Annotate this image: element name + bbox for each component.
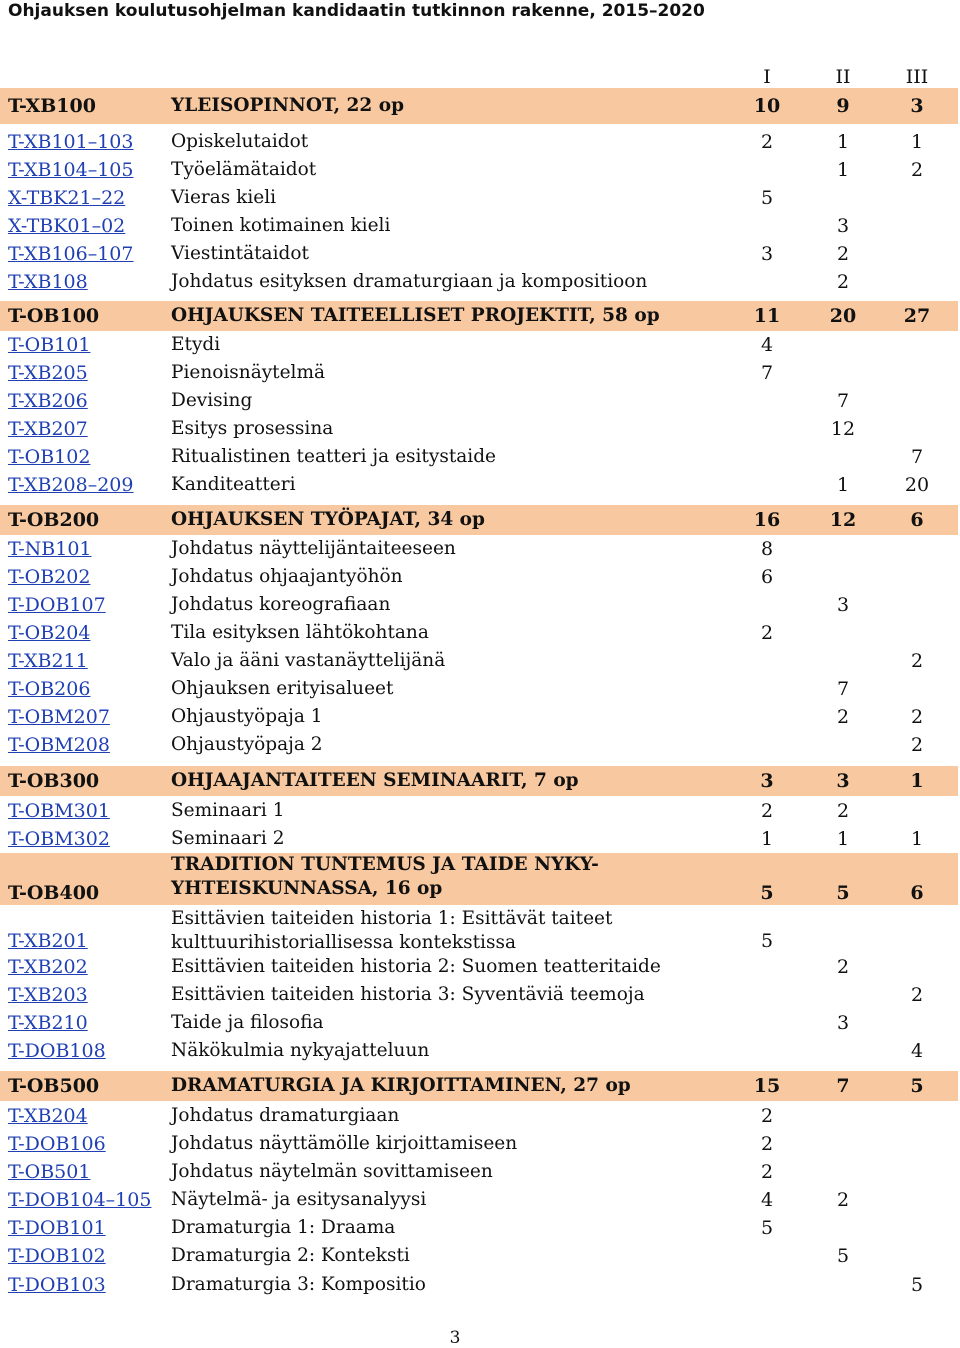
category-name: OHJAUKSEN TAITEELLISET PROJEKTIT, 58 op	[171, 305, 660, 326]
credits-year-3: 2	[910, 159, 924, 181]
credits-year-1: 5	[760, 187, 774, 209]
credits-year-1: 2	[760, 1133, 774, 1155]
credits-year-1: 6	[760, 566, 774, 588]
course-name: Esittävien taiteiden historia 3: Syventäviä teemoja	[171, 984, 645, 1005]
course-code-link[interactable]: T-XB106–107	[8, 243, 134, 265]
credits-year-1: 16	[753, 509, 781, 531]
course-name: Ritualistinen teatteri ja esitystaide	[171, 446, 496, 467]
category-row	[0, 766, 958, 796]
course-code-link[interactable]: T-DOB106	[8, 1133, 106, 1155]
credits-year-3: 1	[910, 131, 924, 153]
credits-year-1: 15	[753, 1075, 781, 1097]
course-name: Johdatus näytelmän sovittamiseen	[171, 1161, 493, 1182]
course-code-link[interactable]: T-XB201	[8, 930, 88, 952]
course-row	[0, 184, 958, 212]
page-title: Ohjauksen koulutusohjelman kandidaatin tutkinnon rakenne, 2015–2020	[8, 1, 705, 21]
credits-year-1: 4	[760, 1189, 774, 1211]
course-row	[0, 797, 958, 825]
course-row	[0, 471, 958, 499]
category-code: T-XB100	[8, 95, 96, 117]
course-row	[0, 703, 958, 731]
course-row	[0, 1009, 958, 1037]
course-name: Esitys prosessina	[171, 418, 334, 439]
course-code-link[interactable]: T-OB101	[8, 334, 91, 356]
credits-year-2: 2	[836, 1189, 850, 1211]
course-code-link[interactable]: X-TBK21–22	[8, 187, 126, 209]
category-code: T-OB500	[8, 1075, 100, 1097]
course-name: Seminaari 2	[171, 828, 285, 849]
course-code-link[interactable]: T-XB202	[8, 956, 88, 978]
course-code-link[interactable]: T-XB210	[8, 1012, 88, 1034]
course-name: Pienoisnäytelmä	[171, 362, 326, 383]
course-row	[0, 563, 958, 591]
credits-year-3: 2	[910, 734, 924, 756]
credits-year-1: 1	[760, 828, 774, 850]
course-name: Dramaturgia 1: Draama	[171, 1217, 396, 1238]
course-code-link[interactable]: T-XB208–209	[8, 474, 134, 496]
category-code: T-OB200	[8, 509, 100, 531]
course-row	[0, 1214, 958, 1242]
credits-year-2: 12	[829, 509, 857, 531]
course-row	[0, 1037, 958, 1065]
category-name: YLEISOPINNOT, 22 op	[171, 95, 405, 116]
page-number: 3	[449, 1328, 461, 1348]
course-code-link[interactable]: T-OBM302	[8, 828, 110, 850]
course-code-link[interactable]: T-DOB108	[8, 1040, 106, 1062]
course-name: Johdatus näyttelijäntaiteeseen	[171, 538, 456, 559]
credits-year-3: 27	[903, 305, 931, 327]
course-code-link[interactable]: T-DOB103	[8, 1274, 106, 1296]
course-row	[0, 675, 958, 703]
column-header-year-3: III	[905, 66, 929, 88]
course-code-link[interactable]: T-XB101–103	[8, 131, 134, 153]
column-header-year-2: II	[835, 66, 851, 88]
course-row	[0, 1186, 958, 1214]
course-name: Opiskelutaidot	[171, 131, 309, 152]
course-name: Näkökulmia nykyajatteluun	[171, 1040, 430, 1061]
course-code-link[interactable]: T-OB204	[8, 622, 91, 644]
category-name: OHJAAJANTAITEEN SEMINAARIT, 7 op	[171, 770, 579, 791]
credits-year-2: 1	[836, 159, 850, 181]
credits-year-2: 9	[836, 95, 850, 117]
course-row	[0, 953, 958, 981]
credits-year-2: 7	[836, 1075, 850, 1097]
course-code-link[interactable]: T-DOB101	[8, 1217, 106, 1239]
credits-year-2: 3	[836, 215, 850, 237]
credits-year-1: 5	[760, 1217, 774, 1239]
course-row	[0, 128, 958, 156]
course-name: Kanditeatteri	[171, 474, 296, 495]
course-name: Esittävien taiteiden historia 2: Suomen teatteritaide	[171, 956, 661, 977]
credits-year-2: 3	[836, 770, 850, 792]
credits-year-3: 5	[910, 1274, 924, 1296]
course-row	[0, 1242, 958, 1270]
course-name: Seminaari 1	[171, 800, 285, 821]
course-name: Näytelmä- ja esitysanalyysi	[171, 1189, 427, 1210]
course-name: Johdatus dramaturgiaan	[171, 1105, 400, 1126]
credits-year-2: 2	[836, 243, 850, 265]
course-row	[0, 907, 958, 953]
credits-year-1: 2	[760, 800, 774, 822]
credits-year-1: 2	[760, 1161, 774, 1183]
course-row	[0, 156, 958, 184]
course-row	[0, 387, 958, 415]
course-name: Johdatus ohjaajantyöhön	[171, 566, 403, 587]
course-row	[0, 415, 958, 443]
course-code-link[interactable]: T-XB104–105	[8, 159, 134, 181]
course-row	[0, 619, 958, 647]
credits-year-3: 1	[910, 770, 924, 792]
credits-year-2: 7	[836, 678, 850, 700]
credits-year-3: 6	[910, 509, 924, 531]
credits-year-1: 5	[760, 930, 774, 952]
course-name: Dramaturgia 3: Kompositio	[171, 1274, 426, 1295]
course-code-link[interactable]: T-OB206	[8, 678, 91, 700]
category-row	[0, 853, 958, 905]
credits-year-1: 2	[760, 131, 774, 153]
course-row	[0, 591, 958, 619]
course-row	[0, 443, 958, 471]
course-name: Ohjaustyöpaja 1	[171, 706, 323, 727]
course-row	[0, 647, 958, 675]
category-code: T-OB400	[8, 882, 100, 904]
course-name: Työelämätaidot	[171, 159, 317, 180]
credits-year-3: 2	[910, 984, 924, 1006]
course-code-link[interactable]: T-OB102	[8, 446, 91, 468]
credits-year-2: 1	[836, 474, 850, 496]
course-code-link[interactable]: X-TBK01–02	[8, 215, 126, 237]
course-name: Toinen kotimainen kieli	[171, 215, 391, 236]
course-code-link[interactable]: T-DOB107	[8, 594, 106, 616]
credits-year-1: 4	[760, 334, 774, 356]
course-row	[0, 825, 958, 853]
course-row	[0, 240, 958, 268]
course-code-link[interactable]: T-XB203	[8, 984, 88, 1006]
course-code-link[interactable]: T-DOB102	[8, 1245, 106, 1267]
course-name: Vieras kieli	[171, 187, 277, 208]
course-name: Taide ja filosofia	[171, 1012, 324, 1033]
credits-year-2: 5	[836, 882, 850, 904]
course-row	[0, 268, 958, 296]
credits-year-3: 2	[910, 706, 924, 728]
credits-year-2: 2	[836, 271, 850, 293]
credits-year-2: 1	[836, 131, 850, 153]
course-name: Devising	[171, 390, 253, 411]
credits-year-1: 3	[760, 243, 774, 265]
credits-year-3: 6	[910, 882, 924, 904]
course-name: Dramaturgia 2: Konteksti	[171, 1245, 410, 1266]
category-row	[0, 1071, 958, 1101]
credits-year-2: 3	[836, 1012, 850, 1034]
course-code-link[interactable]: T-OBM207	[8, 706, 110, 728]
credits-year-2: 2	[836, 800, 850, 822]
course-name: Johdatus koreografiaan	[171, 594, 391, 615]
course-name: Ohjaustyöpaja 2	[171, 734, 323, 755]
course-row	[0, 535, 958, 563]
category-code: T-OB300	[8, 770, 100, 792]
course-row	[0, 1270, 958, 1300]
course-name: Tila esityksen lähtökohtana	[171, 622, 429, 643]
credits-year-1: 5	[760, 882, 774, 904]
category-name: OHJAUKSEN TYÖPAJAT, 34 op	[171, 509, 485, 530]
course-name: Valo ja ääni vastanäyttelijänä	[171, 650, 446, 671]
course-code-link[interactable]: T-OB501	[8, 1161, 91, 1183]
course-row	[0, 212, 958, 240]
course-code-link[interactable]: T-OBM208	[8, 734, 110, 756]
course-name: Johdatus esityksen dramaturgiaan ja kompositioon	[171, 271, 648, 292]
course-row	[0, 1158, 958, 1186]
credits-year-1: 2	[760, 1105, 774, 1127]
course-code-link[interactable]: T-XB108	[8, 271, 88, 293]
course-row	[0, 331, 958, 359]
credits-year-2: 3	[836, 594, 850, 616]
credits-year-2: 20	[829, 305, 857, 327]
category-name: DRAMATURGIA JA KIRJOITTAMINEN, 27 op	[171, 1075, 631, 1096]
credits-year-3: 20	[904, 474, 930, 496]
credits-year-3: 3	[910, 95, 924, 117]
course-name: Viestintätaidot	[171, 243, 309, 264]
credits-year-3: 7	[910, 446, 924, 468]
course-name: Johdatus näyttämölle kirjoittamiseen	[171, 1133, 518, 1154]
course-row	[0, 1130, 958, 1158]
category-row	[0, 505, 958, 535]
course-row	[0, 731, 958, 759]
credits-year-1: 7	[760, 362, 774, 384]
course-code-link[interactable]: T-DOB104–105	[8, 1189, 152, 1211]
course-row	[0, 1102, 958, 1130]
credits-year-2: 2	[836, 706, 850, 728]
category-row	[0, 301, 958, 331]
course-name: Esittävien taiteiden historia 1: Esittävät taiteet kulttuurihistoriallisessa kontekstissa	[171, 908, 613, 953]
credits-year-2: 1	[836, 828, 850, 850]
category-code: T-OB100	[8, 305, 100, 327]
credits-year-2: 2	[836, 956, 850, 978]
course-name: Etydi	[171, 334, 221, 355]
credits-year-3: 1	[910, 828, 924, 850]
course-code-link[interactable]: T-XB205	[8, 362, 88, 384]
course-row	[0, 981, 958, 1009]
credits-year-3: 5	[910, 1075, 924, 1097]
credits-year-3: 2	[910, 650, 924, 672]
credits-year-1: 3	[760, 770, 774, 792]
course-code-link[interactable]: T-XB206	[8, 390, 88, 412]
credits-year-2: 7	[836, 390, 850, 412]
category-name: TRADITION TUNTEMUS JA TAIDE NYKY- YHTEISKUNNASSA, 16 op	[171, 854, 599, 899]
course-code-link[interactable]: T-XB207	[8, 418, 88, 440]
course-code-link[interactable]: T-OB202	[8, 566, 91, 588]
column-header-year-1: I	[763, 66, 771, 88]
course-code-link[interactable]: T-OBM301	[8, 800, 110, 822]
credits-year-1: 10	[753, 95, 781, 117]
credits-year-1: 2	[760, 622, 774, 644]
course-row	[0, 359, 958, 387]
course-code-link[interactable]: T-XB211	[8, 650, 88, 672]
category-row	[0, 88, 958, 124]
credits-year-1: 11	[753, 305, 781, 327]
course-code-link[interactable]: T-NB101	[8, 538, 92, 560]
credits-year-2: 12	[830, 418, 856, 440]
credits-year-1: 8	[760, 538, 774, 560]
course-code-link[interactable]: T-XB204	[8, 1105, 88, 1127]
credits-year-2: 5	[836, 1245, 850, 1267]
course-name: Ohjauksen erityisalueet	[171, 678, 394, 699]
credits-year-3: 4	[910, 1040, 924, 1062]
